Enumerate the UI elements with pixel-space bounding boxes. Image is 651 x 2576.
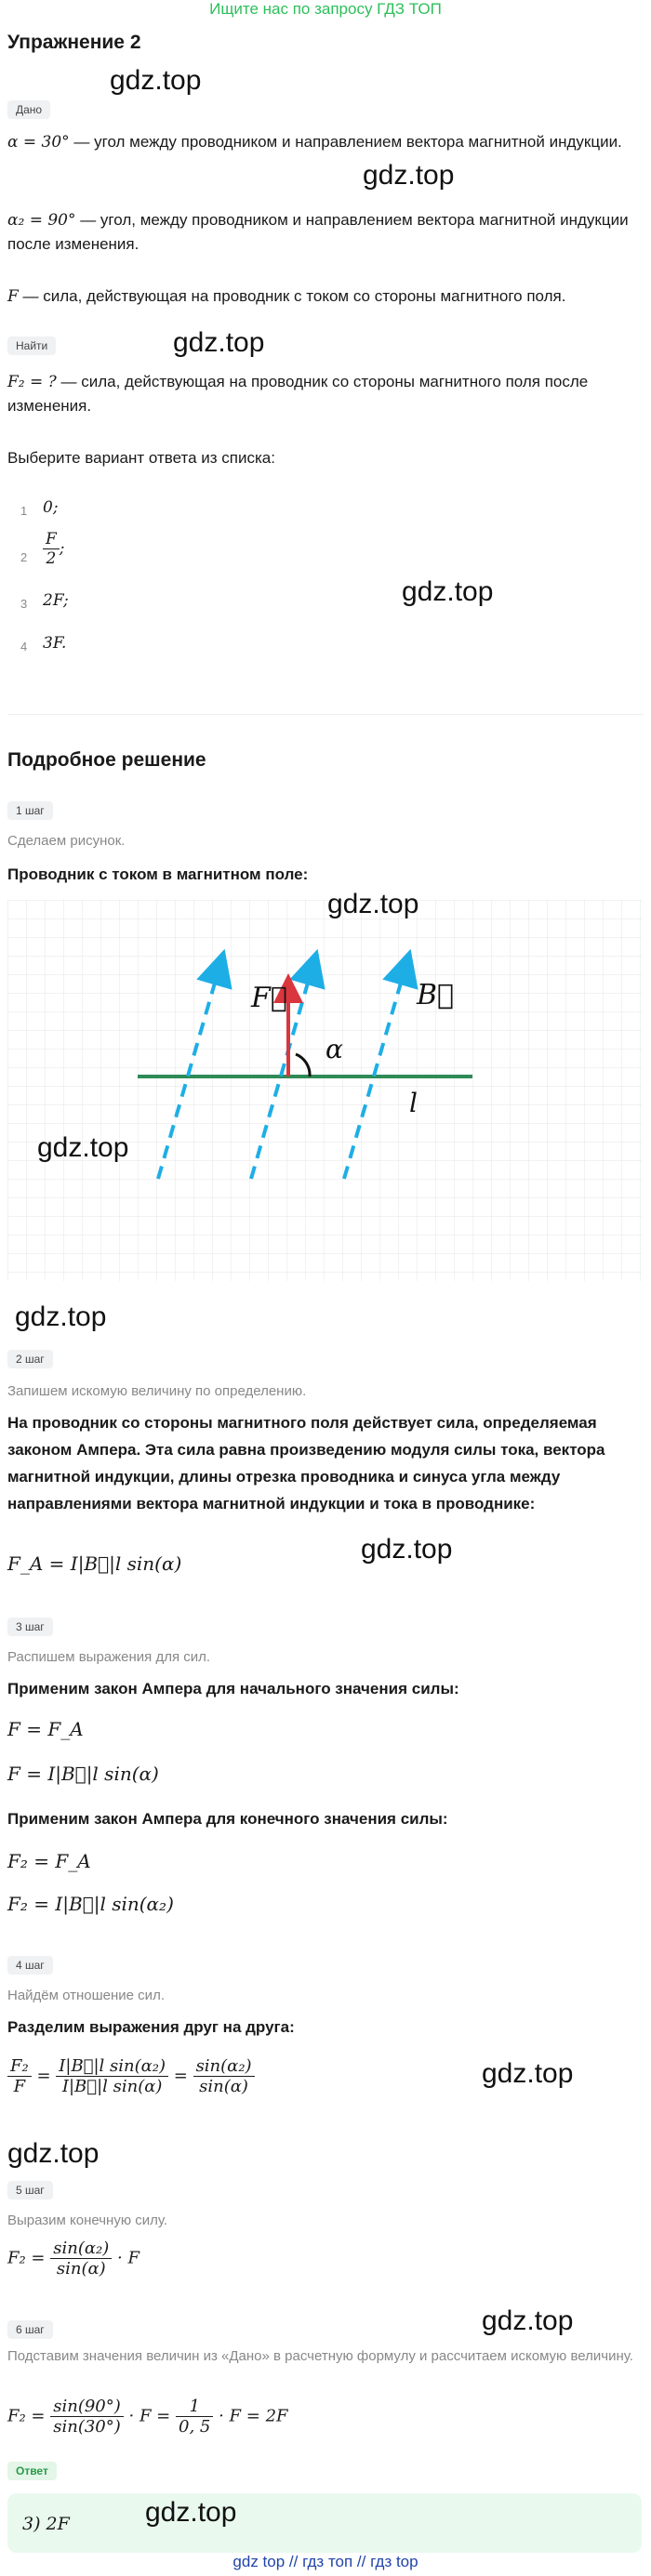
step-3-badge: 3 шаг [7,1618,53,1636]
step-6-tail: · F = 2F [219,2406,288,2426]
step-5-num: sin(α₂) [50,2239,112,2259]
top-banner: Ищите нас по запросу ГДЗ ТОП [209,0,442,18]
step-6-mid: · F = [128,2406,171,2426]
given-force [7,284,644,309]
answer-box [7,2493,642,2553]
length-label: l [409,1088,418,1118]
option-2[interactable] [43,530,65,568]
choose-text: Выберите вариант ответа из списка: [7,449,275,467]
step-6-hint: Подставим значения величин из «Дано» в расчетную формулу и рассчитаем искомую величину. [7,2348,633,2364]
grid-background [7,900,642,1281]
step-5-formula [7,2239,140,2279]
given-alpha2-text: — угол, между проводником и направлением вектора магнитной индукции после изменения. [7,211,629,253]
step-3-hint: Распишем выражения для сил. [7,1649,211,1665]
step-1-badge: 1 шаг [7,801,53,820]
step-6-den-2: 0, 5 [179,2417,211,2437]
step-3-text-2: Применим закон Ампера для конечного значения силы: [7,1810,448,1828]
solution-title: Подробное решение [7,749,206,771]
find-badge: Найти [7,337,56,355]
watermark: gdz.top [37,1132,129,1163]
option-3-num: 3 [20,597,28,611]
step-2-badge: 2 шаг [7,1350,53,1368]
watermark: gdz.top [173,327,265,358]
find-desc: — сила, действующая на проводник со стороны магнитного поля после изменения. [7,373,589,415]
step-3-formula-1: F = F_A [7,1718,84,1740]
step-4-hint: Найдём отношение сил. [7,1988,165,2003]
step-6-den-1: sin(30°) [53,2417,121,2437]
step-3-formula-4: F₂ = I|B⃗|l sin(α₂) [7,1893,174,1915]
step-5-badge: 5 шаг [7,2181,53,2200]
watermark: gdz.top [7,2138,100,2169]
option-1-num: 1 [20,504,28,518]
watermark: gdz.top [110,65,202,96]
step-6-lhs: F₂ = [7,2406,46,2426]
step-4-mid-den: I|B⃗|l sin(α) [61,2077,163,2096]
step-4-rhs-num: sin(α₂) [193,2056,255,2077]
option-2-numerator: F [43,530,60,549]
watermark: gdz.top [402,576,494,607]
step-1-hint: Сделаем рисунок. [7,833,126,849]
option-1[interactable]: 0; [43,498,59,517]
step-4-text: Разделим выражения друг на друга: [7,2018,295,2036]
watermark: gdz.top [482,2058,574,2089]
watermark: gdz.top [327,889,419,919]
field-label: B⃗ [417,979,455,1011]
option-2-fraction [43,530,60,568]
step-5-hint: Выразим конечную силу. [7,2213,168,2228]
given-force-text: — сила, действующая на проводник с током со стороны магнитного поля. [18,287,566,305]
answer-badge: Ответ [7,2462,57,2480]
step-5-fraction [50,2239,112,2279]
given-force-math: F [7,287,19,306]
step-4-mid [56,2056,168,2096]
option-3[interactable]: 2F; [43,591,69,610]
option-2-num: 2 [20,550,28,564]
step-2-hint: Запишем искомую величину по определению. [7,1383,307,1399]
step-6-formula [7,2397,288,2437]
find-math: F₂ = ? [7,373,57,391]
option-2-denominator: 2 [46,549,57,568]
watermark: gdz.top [363,160,455,191]
step-3-formula-3: F₂ = F_A [7,1850,91,1872]
force-label: F⃗ [251,982,287,1014]
step-4-lhs-num: F₂ [7,2056,32,2077]
given-alpha-math: α = 30° [7,133,70,152]
step-6-fraction-1 [50,2397,124,2437]
step-6-num-2: 1 [176,2397,213,2417]
step-3-formula-2: F = I|B⃗|l sin(α) [7,1763,159,1785]
step-6-num-1: sin(90°) [50,2397,124,2417]
find-text [7,370,644,418]
step-4-mid-num: I|B⃗|l sin(α₂) [56,2056,168,2077]
option-4-num: 4 [20,640,28,654]
step-4-rhs [193,2056,255,2096]
watermark: gdz.top [482,2305,574,2336]
step-4-rhs-den: sin(α) [199,2077,248,2096]
step-2-text: На проводник со стороны магнитного поля действует сила, определяемая законом Ампера. Эта сила равна произведению модуля силы тока, вектора магнитной индукции, длины отрезка проводника и синуса угла между направлениями вектора магнитной индукции и тока в проводнике: [7,1414,605,1513]
given-alpha2 [7,208,644,257]
step-5-lhs: F₂ = [7,2248,46,2268]
watermark: gdz.top [361,1534,453,1565]
given-alpha [7,130,644,154]
step-3-text-1: Применим закон Ампера для начального значения силы: [7,1680,459,1698]
given-alpha-text: — угол между проводником и направлением вектора магнитной индукции. [69,133,622,151]
divider [7,714,644,715]
answer-value: 3) 2F [22,2514,70,2534]
given-alpha2-math: α₂ = 90° [7,211,76,230]
given-badge: Дано [7,100,50,119]
step-6-badge: 6 шаг [7,2320,53,2339]
option-4[interactable]: 3F. [43,634,67,653]
option-2-suffix: ; [59,538,65,558]
magnetic-field-diagram [7,900,642,1281]
step-5-tail: · F [117,2248,140,2268]
step-2-formula: F_A = I|B⃗|l sin(α) [7,1552,182,1575]
exercise-title: Упражнение 2 [7,32,141,53]
step-5-den: sin(α) [56,2259,106,2279]
step-4-badge: 4 шаг [7,1956,53,1975]
watermark: gdz.top [15,1301,107,1332]
step-1-caption: Проводник с током в магнитном поле: [7,865,309,883]
step-4-lhs-den: F [13,2077,26,2096]
watermark: gdz.top [145,2497,237,2528]
footer-links[interactable]: gdz top // гдз топ // гдз top [232,2553,418,2570]
step-6-fraction-2 [176,2397,213,2437]
step-4-lhs [7,2056,32,2096]
step-4-formula: $\frac{\text{F₂}}{F}$ = $\frac{\text{I|B⃗|l sin(α₂)}}{\text{I|B⃗|l sin(α)}}$ = $\frac{\text{sin(α₂)}}{\sin(\alpha)}$ [7,2056,255,2096]
alpha-label: α [326,1034,343,1064]
